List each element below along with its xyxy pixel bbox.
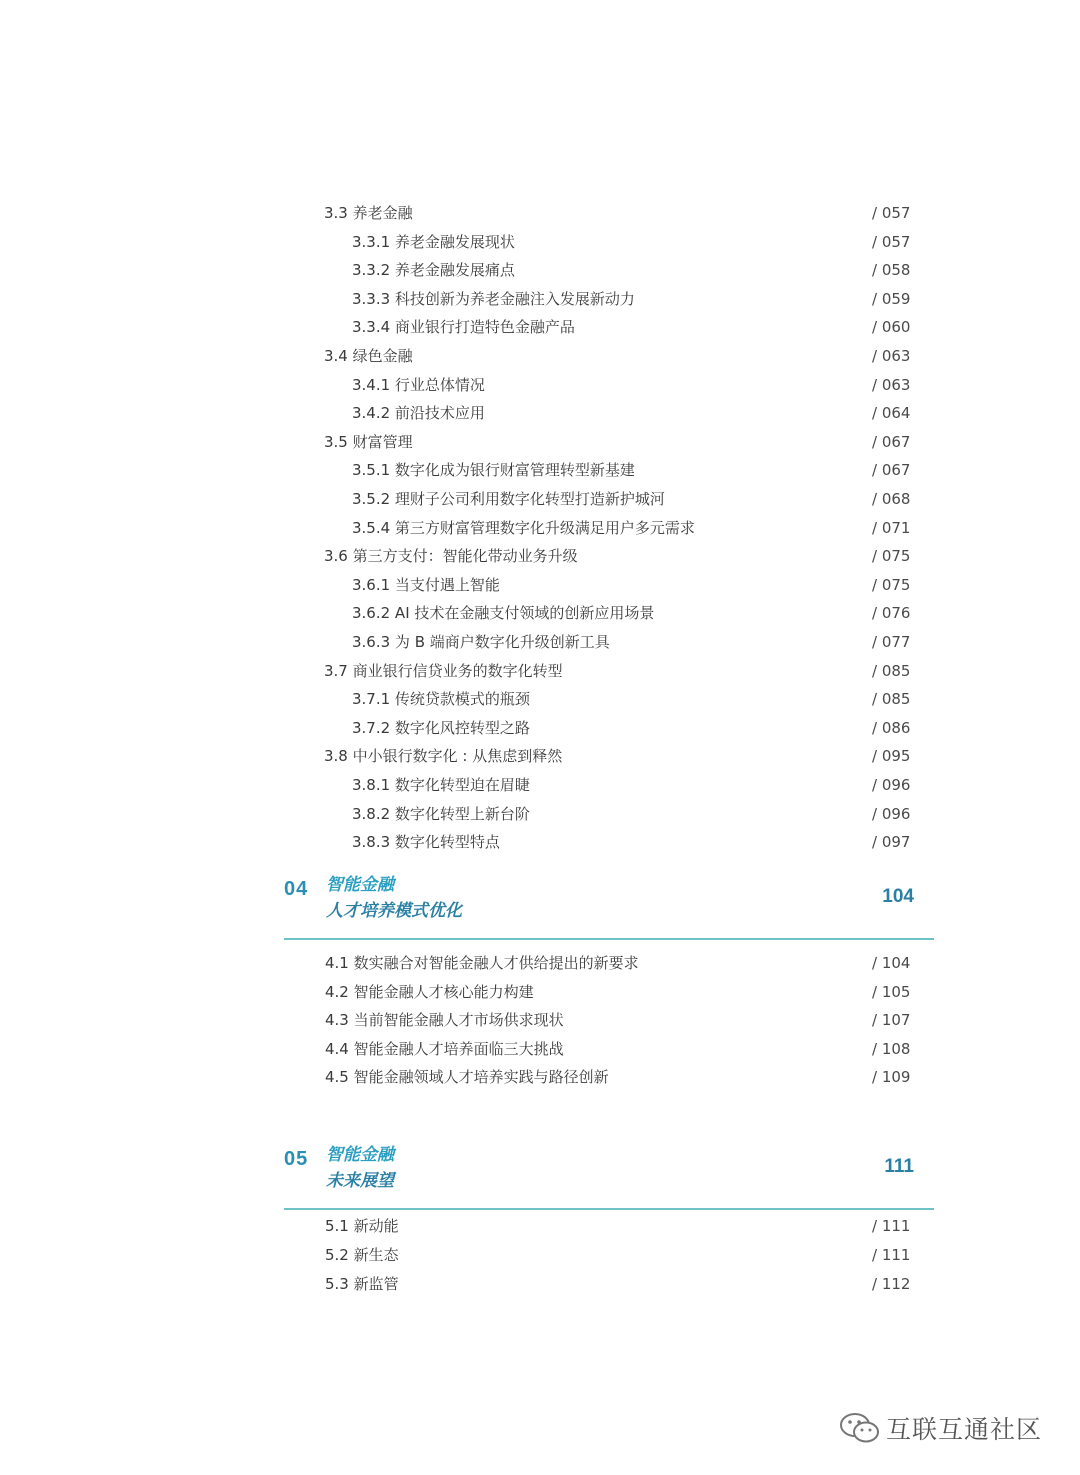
chapter-5-title-line1: 智能金融 <box>326 1145 394 1165</box>
toc-subsection-row <box>352 514 910 542</box>
toc-entry-page: / 057 <box>872 232 911 251</box>
chapter-4-title-line2: 人才培养模式优化 <box>326 901 462 921</box>
toc-subsection-row <box>352 399 910 427</box>
toc-entry-page: / 064 <box>872 404 911 423</box>
wechat-icon <box>838 1410 882 1446</box>
toc-entry-label: 3.5.1 数字化成为银行财富管理转型新基建 <box>352 461 635 480</box>
toc-entry-page: / 105 <box>872 982 911 1001</box>
toc-entry-page: / 063 <box>872 347 911 365</box>
chapter-5-divider <box>284 1208 934 1210</box>
toc-entry-label: 3.8.1 数字化转型迫在眉睫 <box>352 776 530 794</box>
toc-entry-label: 3.3.2 养老金融发展痛点 <box>352 261 515 280</box>
toc-entry-page: / 067 <box>872 461 911 480</box>
toc-subsection-row <box>352 599 910 627</box>
toc-entry-label: 3.8.3 数字化转型特点 <box>352 833 500 852</box>
toc-entry-label: 5.2 新生态 <box>325 1245 399 1264</box>
toc-entry-page: / 057 <box>872 204 911 222</box>
toc-subsection-row <box>352 371 910 399</box>
toc-entry-label: 3.5.2 理财子公司利用数字化转型打造新护城河 <box>352 490 665 508</box>
toc-entry-label: 5.1 新动能 <box>325 1217 399 1235</box>
chapter-5-title <box>326 1142 394 1194</box>
toc-section-row <box>324 342 910 370</box>
chapter-4-number: 04 <box>284 878 309 900</box>
toc-entry-page: / 085 <box>872 690 911 709</box>
toc-entry-label: 3.6.3 为 B 端商户数字化升级创新工具 <box>352 633 610 651</box>
toc-entry-label: 3.3.1 养老金融发展现状 <box>352 232 515 251</box>
toc-entry-page: / 071 <box>872 518 911 537</box>
toc-entry-page: / 108 <box>872 1039 911 1058</box>
toc-entry-label: 3.8.2 数字化转型上新台阶 <box>352 804 530 823</box>
toc-entry-page: / 096 <box>872 776 911 794</box>
toc-subsection-row <box>352 456 910 484</box>
toc-entry-label: 3.4.1 行业总体情况 <box>352 375 485 394</box>
toc-subsection-row <box>352 628 910 656</box>
toc-entry-page: / 059 <box>872 289 911 308</box>
chapter-4-header <box>284 872 934 944</box>
toc-entry-page: / 097 <box>872 833 911 852</box>
toc-entry-page: / 109 <box>872 1068 911 1087</box>
toc-entry-page: / 111 <box>872 1217 911 1235</box>
toc-section-row <box>325 949 910 977</box>
toc-entry-page: / 104 <box>872 954 911 972</box>
toc-section-row <box>324 199 910 227</box>
toc-subsection-row <box>352 313 910 341</box>
chapter-4-page: 104 <box>882 886 914 907</box>
toc-subsection-row <box>352 800 910 828</box>
chapter-5-number: 05 <box>284 1148 309 1170</box>
toc-section-row <box>325 978 910 1006</box>
toc-entry-label: 4.1 数实融合对智能金融人才供给提出的新要求 <box>325 954 639 972</box>
toc-subsection-row <box>352 228 910 256</box>
toc-entry-page: / 077 <box>872 633 911 651</box>
toc-section-row <box>325 1006 910 1034</box>
toc-subsection-row <box>352 685 910 713</box>
toc-section-row <box>325 1035 910 1063</box>
toc-entry-page: / 067 <box>872 432 911 451</box>
toc-entry-label: 3.7.1 传统贷款模式的瓶颈 <box>352 690 530 709</box>
chapter-4-divider <box>284 938 934 940</box>
toc-entry-label: 3.3 养老金融 <box>324 204 413 222</box>
toc-entry-label: 4.5 智能金融领域人才培养实践与路径创新 <box>325 1068 609 1087</box>
toc-entry-page: / 068 <box>872 490 911 508</box>
toc-entry-label: 3.4 绿色金融 <box>324 347 413 365</box>
toc-subsection-row <box>352 828 910 856</box>
toc-entry-label: 3.3.3 科技创新为养老金融注入发展新动力 <box>352 289 635 308</box>
toc-entry-page: / 107 <box>872 1011 911 1030</box>
toc-entry-page: / 075 <box>872 547 911 566</box>
toc-section-row <box>324 742 910 770</box>
toc-section-row <box>324 428 910 456</box>
toc-entry-label: 3.8 中小银行数字化 : 从焦虑到释然 <box>324 747 563 766</box>
toc-entry-label: 3.6 第三方支付：智能化带动业务升级 <box>324 547 578 566</box>
toc-entry-page: / 063 <box>872 375 911 394</box>
toc-section-row <box>324 657 910 685</box>
toc-entry-page: / 085 <box>872 661 911 680</box>
toc-subsection-row <box>352 256 910 284</box>
toc-entry-page: / 111 <box>872 1245 911 1264</box>
chapter-4-title <box>326 872 462 924</box>
toc-entry-page: / 058 <box>872 261 911 280</box>
chapter-5-header <box>284 1142 934 1214</box>
toc-entry-label: 3.3.4 商业银行打造特色金融产品 <box>352 318 575 337</box>
watermark-text: 互联互通社区 <box>886 1415 1043 1444</box>
toc-section-row <box>325 1063 910 1091</box>
toc-subsection-row <box>352 285 910 313</box>
toc-entry-label: 3.4.2 前沿技术应用 <box>352 404 485 423</box>
toc-entry-page: / 076 <box>872 604 911 623</box>
toc-entry-page: / 112 <box>872 1274 911 1293</box>
chapter-5-page: 111 <box>884 1156 914 1177</box>
toc-subsection-row <box>352 485 910 513</box>
toc-section-row <box>325 1212 910 1240</box>
toc-entry-label: 4.3 当前智能金融人才市场供求现状 <box>325 1011 564 1030</box>
toc-entry-page: / 075 <box>872 575 911 594</box>
toc-subsection-row <box>352 714 910 742</box>
toc-entry-label: 3.7.2 数字化风控转型之路 <box>352 718 530 737</box>
toc-entry-label: 3.6.1 当支付遇上智能 <box>352 575 500 594</box>
chapter-5-title-line2: 未来展望 <box>326 1171 394 1191</box>
toc-entry-page: / 060 <box>872 318 911 337</box>
toc-entry-page: / 086 <box>872 718 911 737</box>
toc-entry-label: 3.5 财富管理 <box>324 432 413 451</box>
toc-entry-label: 4.2 智能金融人才核心能力构建 <box>325 982 534 1001</box>
toc-entry-label: 3.7 商业银行信贷业务的数字化转型 <box>324 661 563 680</box>
toc-entry-label: 5.3 新监管 <box>325 1274 399 1293</box>
toc-section-row <box>325 1270 910 1298</box>
toc-entry-label: 3.5.4 第三方财富管理数字化升级满足用户多元需求 <box>352 518 695 537</box>
toc-subsection-row <box>352 771 910 799</box>
toc-entry-page: / 096 <box>872 804 911 823</box>
toc-section-row <box>325 1241 910 1269</box>
toc-entry-label: 4.4 智能金融人才培养面临三大挑战 <box>325 1039 564 1058</box>
toc-entry-label: 3.6.2 AI 技术在金融支付领域的创新应用场景 <box>352 604 655 623</box>
chapter-4-title-line1: 智能金融 <box>326 875 394 895</box>
toc-section-row <box>324 542 910 570</box>
toc-subsection-row <box>352 571 910 599</box>
toc-entry-page: / 095 <box>872 747 911 766</box>
